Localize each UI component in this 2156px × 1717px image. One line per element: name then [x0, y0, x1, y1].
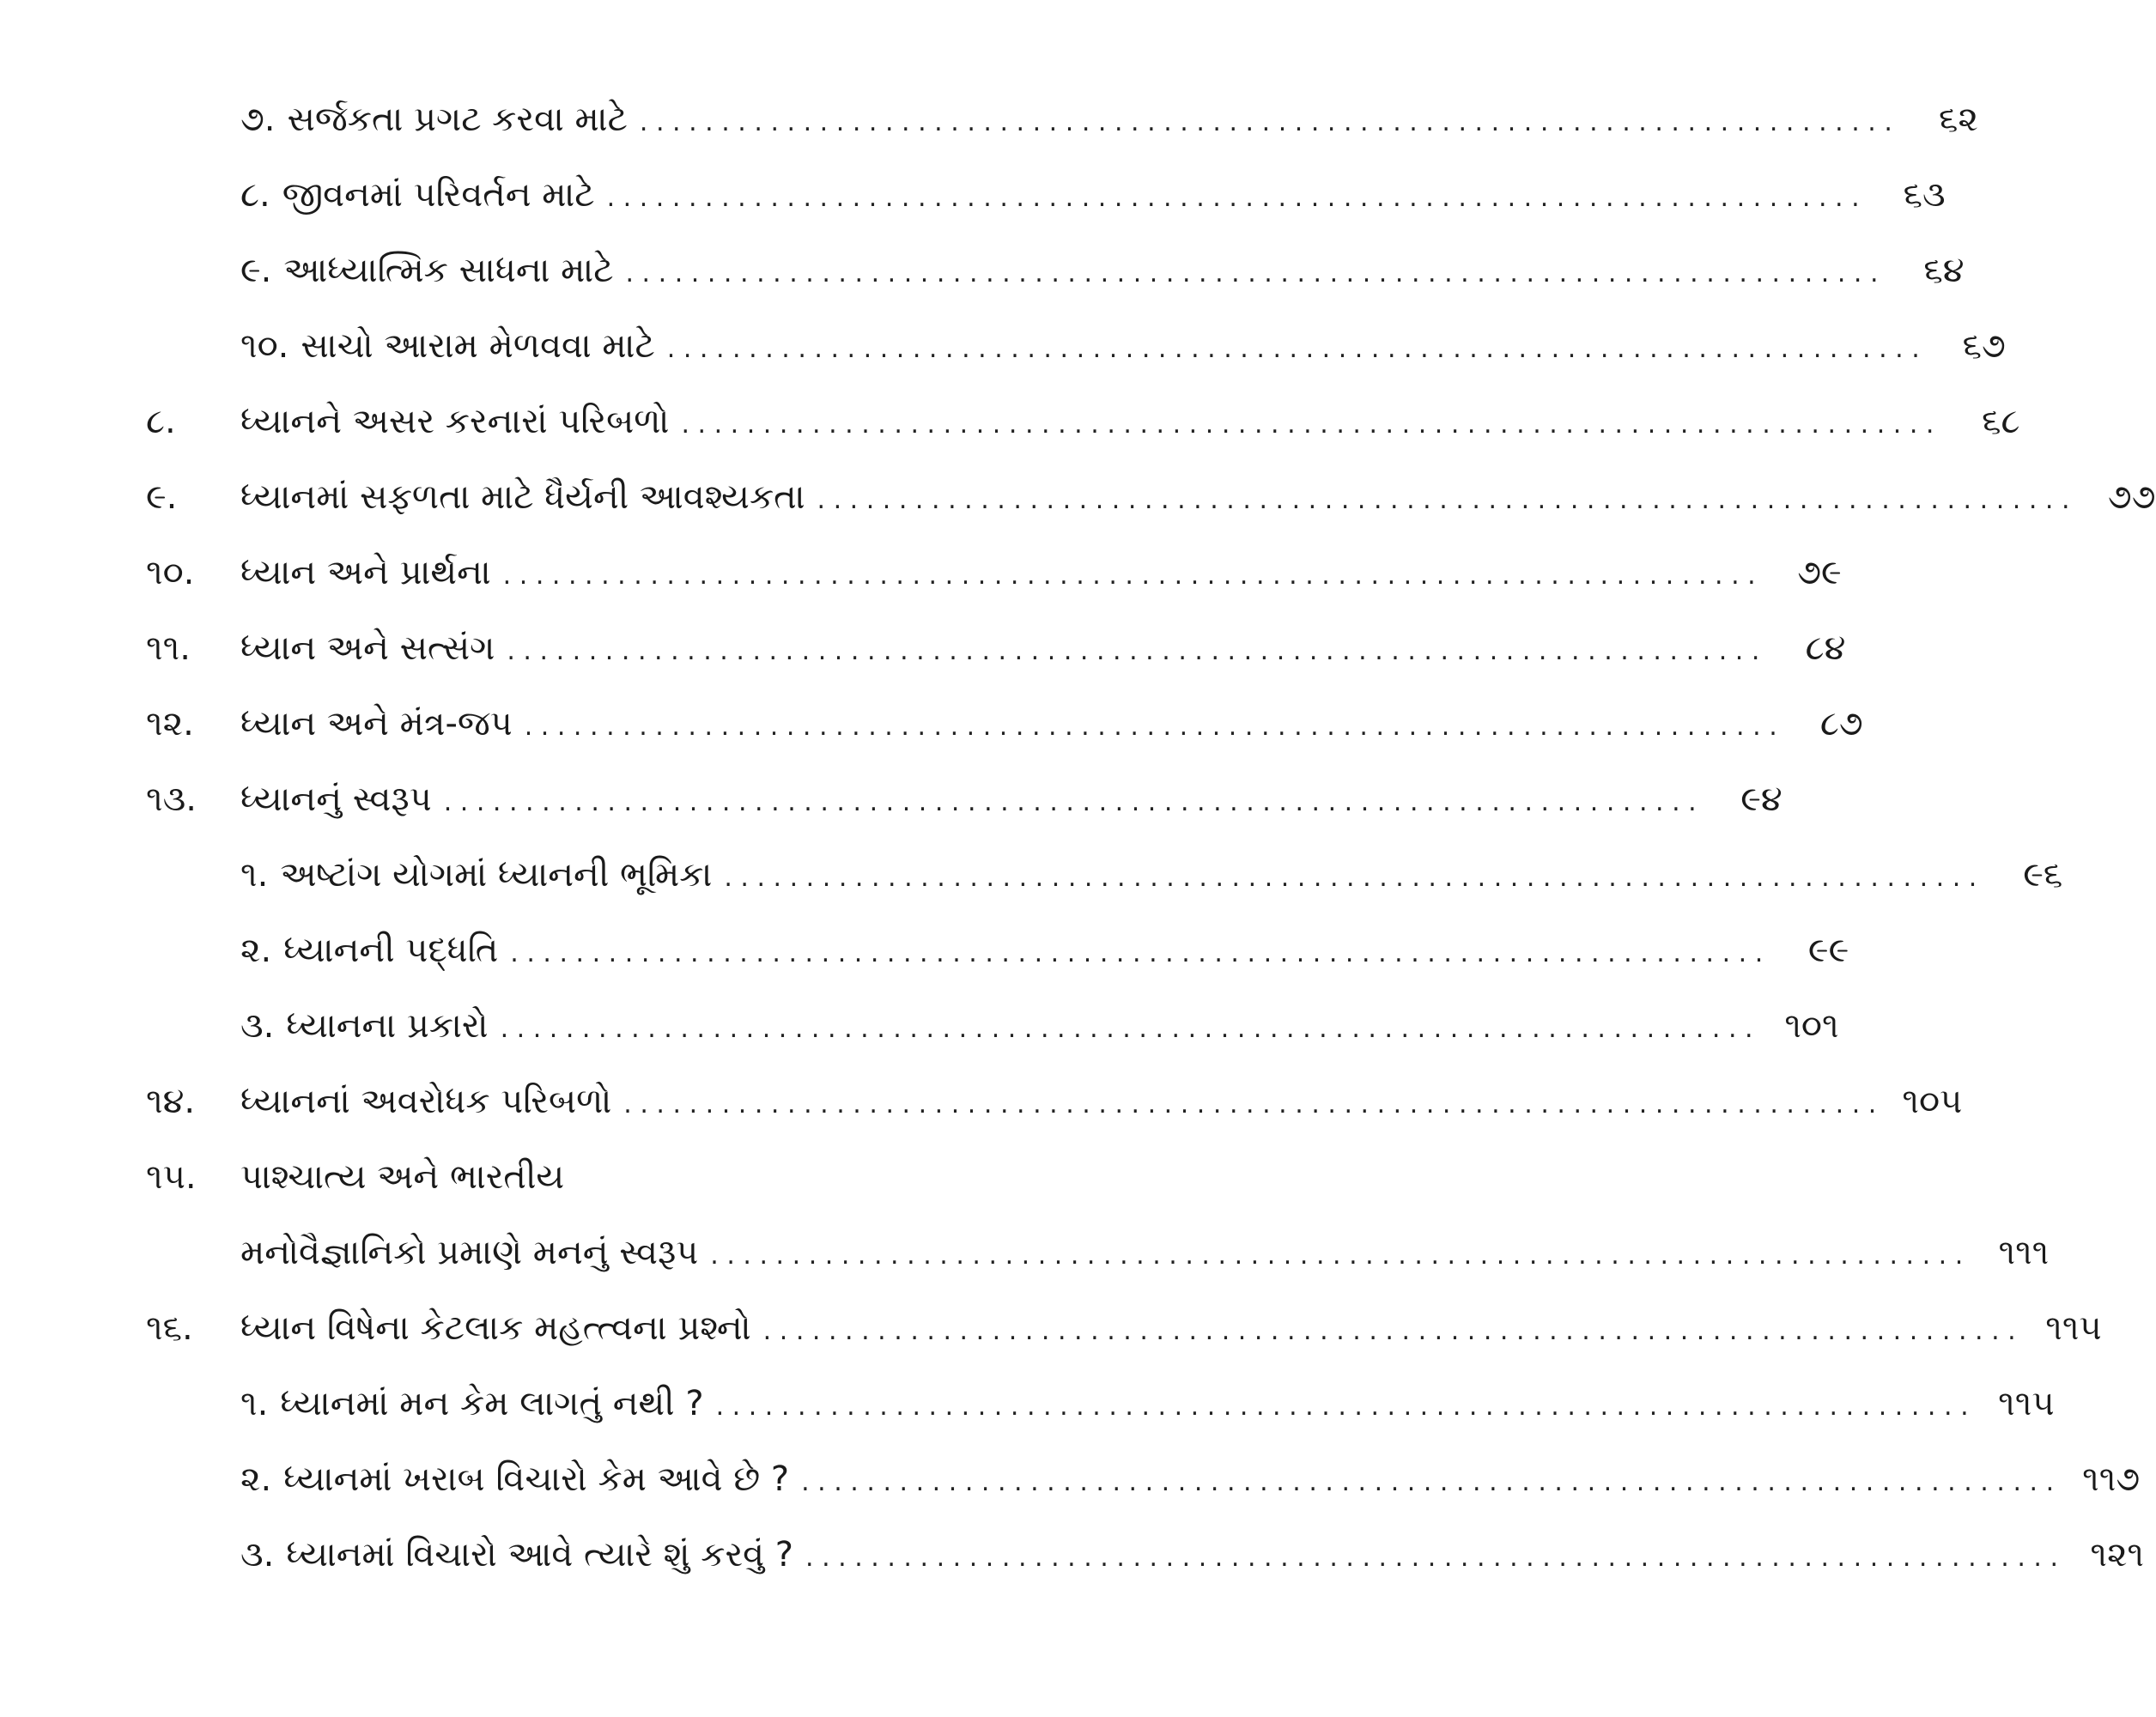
entry-title [240, 1441, 789, 1517]
entry-subnumber: ૧. [240, 1384, 269, 1423]
toc-entry [146, 1139, 1099, 1215]
entry-page-number: ૧૧૧ [1998, 1233, 2050, 1272]
entry-title [240, 913, 498, 988]
entry-subnumber: ૮. [240, 175, 270, 215]
entry-page-number: ૬૨ [1939, 100, 1978, 139]
entry-title-text: ધ્યાનમાં ખરાબ વિચારો કેમ આવે છે ? [283, 1459, 790, 1499]
toc-entry [146, 233, 1965, 308]
entry-title [240, 233, 613, 308]
entry-title [240, 988, 489, 1064]
entry-page-number: ૬૭ [1962, 326, 2006, 366]
entry-title [240, 837, 712, 913]
entry-subnumber: ૧૦. [240, 326, 289, 366]
toc-entry-continuation [146, 1215, 2050, 1290]
table-of-contents [146, 82, 2156, 1593]
entry-number: ૧૧. [146, 628, 191, 668]
entry-page-number: ૯૬ [2023, 855, 2063, 895]
entry-title [240, 1139, 564, 1215]
toc-entry [146, 1064, 1963, 1139]
entry-title [240, 82, 628, 157]
entry-subnumber: ૯. [240, 251, 272, 290]
entry-title [240, 459, 805, 535]
entry-title-text: અષ્ટાંગ યોગમાં ધ્યાનની ભૂમિકા [280, 855, 713, 895]
toc-entry [146, 308, 2006, 384]
entry-page-number: ૯૪ [1740, 780, 1782, 819]
entry-page-number: ૯૯ [1807, 931, 1849, 970]
dot-leader [817, 463, 2070, 538]
entry-page-number: ૬૮ [1982, 402, 2020, 441]
toc-entry [146, 157, 1946, 233]
entry-number: ૧૩. [146, 780, 197, 819]
entry-number: ૧૨. [146, 704, 194, 743]
entry-page-number: ૧૦૧ [1784, 1006, 1839, 1046]
entry-page-number: ૧૦૫ [1902, 1082, 1963, 1121]
entry-title-text: ધ્યાન અને મંત્ર-જપ [240, 704, 513, 743]
entry-title [240, 761, 432, 837]
toc-entry [146, 761, 1782, 837]
entry-number: ૮. [146, 402, 176, 441]
entry-number: ૧૪. [146, 1082, 196, 1121]
entry-number: ૧૫. [146, 1157, 197, 1197]
dot-leader [501, 992, 1753, 1067]
entry-title-text: ધ્યાનની પદ્ધતિ [283, 931, 499, 970]
entry-title-text: ધ્યાનમાં વિચારો આવે ત્યારે શું કરવું ? [286, 1535, 793, 1574]
entry-title-text: સાચો આરામ મેળવવા માટે [301, 326, 655, 366]
dot-leader [716, 1369, 1969, 1445]
dot-leader [724, 840, 1977, 916]
toc-entry [146, 610, 1846, 686]
entry-subnumber: ૨. [240, 1459, 272, 1499]
dot-leader [710, 1218, 1963, 1294]
entry-title-text: મનોવૈજ્ઞાનિકો પ્રમાણે મનનું સ્વરૂપ [240, 1233, 699, 1272]
toc-entry [146, 686, 1863, 761]
toc-entry [146, 988, 1839, 1064]
entry-page-number: ૧૧૫ [2045, 1308, 2102, 1348]
entry-page-number: ૬૪ [1923, 251, 1965, 290]
dot-leader [525, 689, 1777, 765]
entry-title [240, 1064, 611, 1139]
entry-title [240, 1290, 751, 1366]
dot-leader [507, 614, 1759, 689]
entry-title-text: ધ્યાનમાં સફળતા માટે ધૈર્યની આવશ્યકતા [240, 477, 805, 517]
entry-title-text: ધ્યાન અને પ્રાર્થના [240, 553, 491, 592]
toc-entry [146, 1366, 2055, 1441]
entry-title-text: ધ્યાન વિષેના કેટલાક મહત્ત્વના પ્રશ્નો [240, 1308, 751, 1348]
entry-title-text: જીવનમાં પરિવર્તન માટે [282, 175, 595, 215]
entry-subnumber: ૩. [240, 1535, 275, 1574]
dot-leader [640, 85, 1892, 161]
dot-leader [801, 1445, 2054, 1520]
entry-title-text: ધ્યાનને અસર કરનારાં પરિબળો [240, 402, 670, 441]
entry-page-number: ૧૨૧ [2090, 1535, 2145, 1574]
entry-title-text: સર્જકતા પ્રગટ કરવા માટે [287, 100, 628, 139]
dot-leader [681, 387, 1934, 463]
dot-leader [667, 312, 1920, 387]
entry-title-text: ધ્યાન અને સત્સંગ [240, 628, 495, 668]
dot-leader [805, 1520, 2058, 1596]
entry-title [240, 384, 669, 459]
toc-entry [146, 837, 2063, 913]
entry-title-text: પાશ્ચાત્ય અને ભારતીય [240, 1157, 565, 1197]
toc-entry [146, 535, 1842, 610]
entry-title [240, 1215, 698, 1290]
dot-leader [623, 1067, 1876, 1143]
entry-page-number: ૬૩ [1903, 175, 1946, 215]
entry-title-text: ધ્યાનનાં અવરોધક પરિબળો [240, 1082, 612, 1121]
toc-entry [146, 384, 2020, 459]
entry-title [240, 686, 513, 761]
dot-leader [503, 538, 1756, 614]
entry-subnumber: ૧. [240, 855, 269, 895]
entry-title [240, 1366, 704, 1441]
entry-page-number: ૮૭ [1819, 704, 1863, 743]
entry-number: ૯. [146, 477, 178, 517]
entry-subnumber: ૨. [240, 931, 272, 970]
toc-entry [146, 1290, 2102, 1366]
toc-entry [146, 1441, 2141, 1517]
toc-entry [146, 913, 1849, 988]
entry-page-number: ૧૧૭ [2082, 1459, 2141, 1499]
entry-page-number: ૭૭ [2107, 477, 2156, 517]
entry-title [240, 308, 655, 384]
entry-title-text: આધ્યાત્મિક સાધના માટે [283, 251, 614, 290]
entry-title [240, 535, 491, 610]
entry-page-number: ૭૯ [1797, 553, 1842, 592]
entry-title [240, 1517, 793, 1593]
entry-title [240, 157, 595, 233]
dot-leader [607, 161, 1860, 236]
entry-number: ૧૬. [146, 1308, 193, 1348]
entry-title-text: ધ્યાનના પ્રકારો [286, 1006, 489, 1046]
toc-entry [146, 1517, 2145, 1593]
entry-title-text: ધ્યાનમાં મન કેમ લાગતું નથી ? [280, 1384, 704, 1423]
entry-page-number: ૧૧૫ [1998, 1384, 2055, 1423]
entry-title-text: ધ્યાનનું સ્વરૂપ [240, 780, 432, 819]
toc-entry [146, 82, 1978, 157]
toc-entry [146, 459, 2156, 535]
entry-page-number: ૮૪ [1805, 628, 1846, 668]
dot-leader [510, 916, 1763, 992]
dot-leader [625, 236, 1878, 312]
dot-leader [444, 765, 1697, 840]
dot-leader [763, 1294, 2016, 1369]
entry-subnumber: ૭. [240, 100, 276, 139]
entry-title [240, 610, 495, 686]
entry-number: ૧૦. [146, 553, 195, 592]
entry-subnumber: ૩. [240, 1006, 275, 1046]
